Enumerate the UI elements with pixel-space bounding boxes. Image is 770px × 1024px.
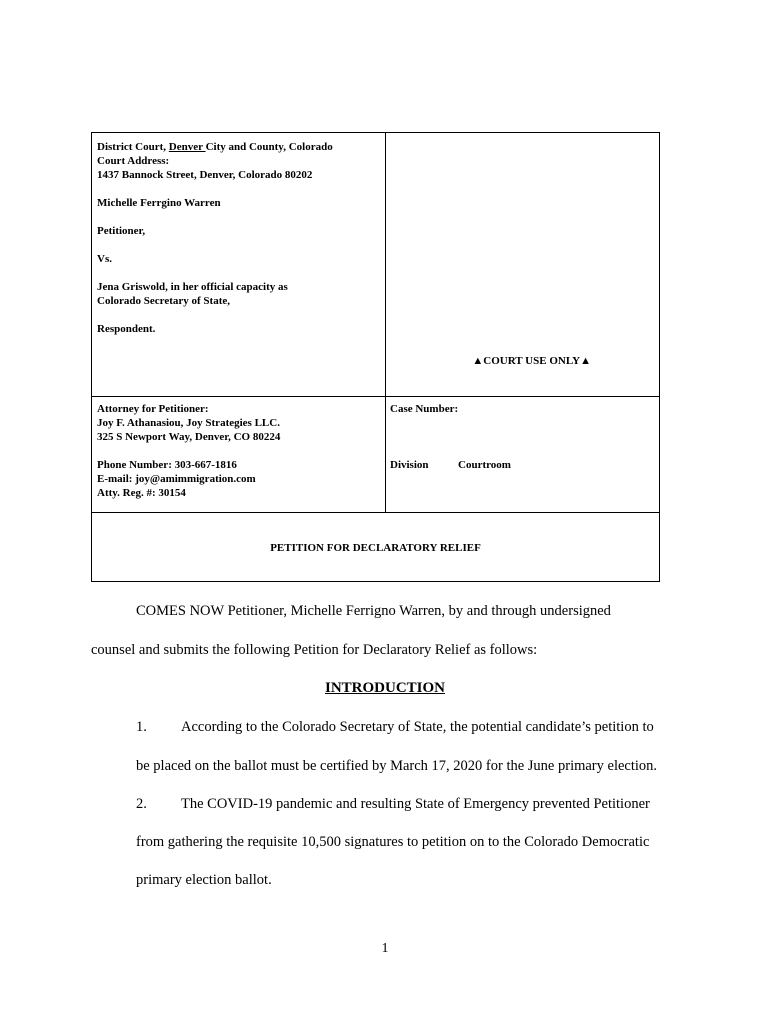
case-number-cell: [390, 402, 458, 416]
versus-label: Vs.: [97, 253, 112, 265]
respondent-label: Respondent.: [97, 323, 156, 335]
section-heading: [0, 680, 770, 697]
caption-divider-horizontal: [92, 396, 659, 397]
intro-paragraph-line: COMES NOW Petitioner, Michelle Ferrigno Warren, by and through undersigned: [136, 603, 611, 619]
courtroom-label: Courtroom: [458, 459, 511, 471]
paragraph-line: According to the Colorado Secretary of State, the potential candidate’s petition to: [181, 719, 654, 735]
court-parties-cell: [97, 140, 333, 336]
attorney-email: E-mail: joy@amimmigration.com: [97, 473, 256, 485]
section-heading-text: INTRODUCTION: [324, 680, 445, 696]
caption-table: [91, 132, 660, 582]
paragraph-line: from gathering the requisite 10,500 signatures to petition on to the Colorado Democratic: [136, 834, 650, 850]
caption-divider-horizontal: [92, 512, 659, 513]
paragraph-number: 1.: [136, 719, 147, 735]
paragraph-line: The COVID-19 pandemic and resulting State of Emergency prevented Petitioner: [181, 796, 650, 812]
division-cell: [390, 458, 511, 472]
court-address: 1437 Bannock Street, Denver, Colorado 80202: [97, 169, 313, 181]
paragraph-line: primary election ballot.: [136, 872, 272, 888]
case-number-label: Case Number:: [390, 403, 459, 415]
attorney-registration: Atty. Reg. #: 30154: [97, 487, 186, 499]
court-name-line: [97, 140, 333, 154]
court-address-label: Court Address:: [97, 155, 170, 167]
petitioner-label: Petitioner,: [97, 225, 146, 237]
petitioner-name: Michelle Ferrgino Warren: [97, 197, 221, 209]
respondent-name: Jena Griswold, in her official capacity as: [97, 281, 288, 293]
division-label: Division: [390, 459, 429, 471]
respondent-title: Colorado Secretary of State,: [97, 295, 230, 307]
court-use-only: ▲COURT USE ONLY▲: [472, 355, 591, 367]
page-number: 1: [381, 941, 389, 956]
attorney-address: 325 S Newport Way, Denver, CO 80224: [97, 431, 281, 443]
court-county: Denver: [168, 141, 206, 153]
paragraph-line: be placed on the ballot must be certified by March 17, 2020 for the June primary election.: [136, 758, 658, 774]
attorney-label: Attorney for Petitioner:: [97, 403, 209, 415]
attorney-name: Joy F. Athanasiou, Joy Strategies LLC.: [97, 417, 280, 429]
court-suffix: City and County, Colorado: [205, 141, 333, 153]
paragraph-number: 2.: [136, 796, 147, 812]
intro-paragraph-line: counsel and submits the following Petition for Declaratory Relief as follows:: [91, 642, 538, 658]
court-prefix: District Court,: [97, 141, 169, 153]
attorney-phone: Phone Number: 303-667-1816: [97, 459, 237, 471]
document-title: PETITION FOR DECLARATORY RELIEF: [270, 542, 481, 554]
attorney-cell: [97, 402, 280, 500]
caption-divider-vertical: [385, 133, 386, 512]
